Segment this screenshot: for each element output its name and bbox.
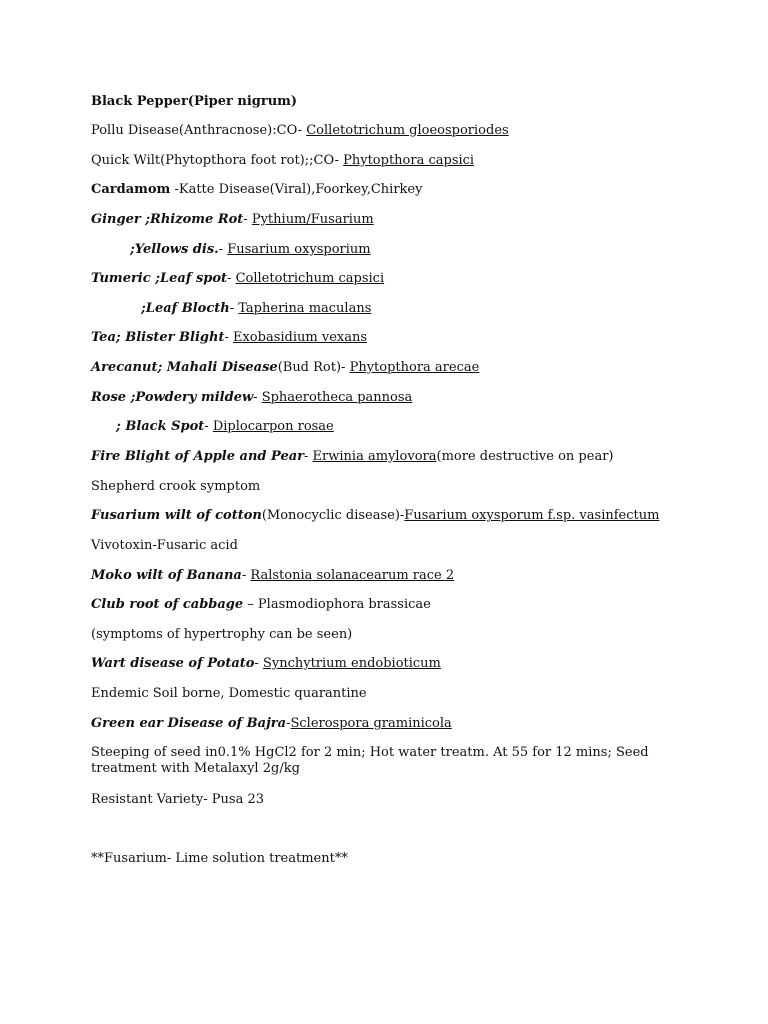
- disease-name: ;Leaf Blocth: [141, 301, 230, 316]
- disease-name: Ginger ;Rhizome Rot: [91, 212, 244, 227]
- line-hypertrophy: [91, 627, 352, 643]
- disease-name: Green ear Disease of Bajra: [91, 716, 287, 731]
- line-tea-blister-blight: [91, 330, 367, 346]
- pathogen-name: Tapherina maculans: [238, 301, 372, 316]
- heading-black-pepper: [91, 94, 297, 110]
- line-pollu-disease: [91, 123, 509, 139]
- separator: -: [304, 449, 313, 464]
- separator: -: [241, 568, 251, 583]
- separator: -: [204, 419, 213, 434]
- separator: -: [286, 716, 291, 731]
- line-text: Black Pepper(Piper nigrum): [91, 94, 298, 109]
- separator: -: [229, 301, 239, 316]
- line-ginger-yellows: [130, 242, 371, 258]
- line-rose-powdery-mildew: [91, 390, 412, 406]
- pathogen-name: Exobasidium vexans: [232, 330, 368, 345]
- line-fire-blight: [91, 449, 613, 465]
- disease-name: Tea; Blister Blight: [91, 330, 225, 345]
- pathogen-name: Phytopthora arecae: [349, 360, 480, 375]
- line-shepherd-crook: [91, 479, 260, 495]
- separator: -: [254, 656, 263, 671]
- line-arecanut-mahali: [91, 360, 479, 376]
- line-tumeric-leaf-blotch: [141, 301, 371, 317]
- line-endemic-soil: [91, 686, 367, 702]
- line-quick-wilt: [91, 153, 474, 169]
- line-text: **Fusarium- Lime solution treatment**: [91, 851, 348, 866]
- line-text: Shepherd crook symptom: [91, 479, 261, 494]
- pathogen-name: Sphaerotheca pannosa: [261, 390, 413, 405]
- disease-name: Moko wilt of Banana: [91, 568, 242, 583]
- line-fusarium-wilt-cotton: [91, 508, 659, 524]
- disease-name: Fire Blight of Apple and Pear: [91, 449, 305, 464]
- disease-name: Quick Wilt(Phytopthora foot rot);;CO-: [91, 153, 344, 168]
- pathogen-name: Colletotrichum gloeosporiodes: [306, 123, 509, 138]
- pathogen-name: – Plasmodiophora brassicae: [243, 597, 431, 612]
- pathogen-name: Sclerospora graminicola: [290, 716, 452, 731]
- separator: -: [243, 212, 252, 227]
- disease-note: (more destructive on pear): [436, 449, 614, 464]
- pathogen-name: Fusarium oxysporium: [227, 242, 371, 257]
- pathogen-name: Synchytrium endobioticum: [262, 656, 441, 671]
- disease-name: ; Black Spot: [116, 419, 205, 434]
- disease-name: Wart disease of Potato: [91, 656, 255, 671]
- separator: -: [227, 271, 236, 286]
- disease-detail: (Monocyclic disease)-: [261, 508, 405, 523]
- disease-name: Club root of cabbage: [91, 597, 244, 612]
- line-text: Vivotoxin-Fusaric acid: [91, 538, 238, 553]
- disease-name: ;Yellows dis.: [130, 242, 219, 257]
- line-wart-disease: [91, 656, 441, 672]
- pathogen-name: Ralstonia solanacearum race 2: [250, 568, 455, 583]
- line-tumeric-leaf-spot: [91, 271, 384, 287]
- separator: -: [253, 390, 262, 405]
- line-text: Steeping of seed in0.1% HgCl2 for 2 min; Hot water treatm. At 55 for 12 mins; Seed treatment with Metalaxyl 2g/kg: [91, 745, 649, 776]
- line-resistant-variety: [91, 792, 264, 808]
- pathogen-name: Phytopthora capsici: [343, 153, 475, 168]
- disease-name: Rose ;Powdery mildew: [91, 390, 254, 405]
- crop-name: Cardamom: [91, 182, 171, 197]
- separator: -: [224, 330, 233, 345]
- pathogen-name: Colletotrichum capsici: [235, 271, 385, 286]
- disease-name: Tumeric ;Leaf spot: [91, 271, 228, 286]
- disease-name: Fusarium wilt of cotton: [91, 508, 262, 523]
- disease-name: -Katte Disease(Viral),Foorkey,Chirkey: [170, 182, 423, 197]
- line-text: Resistant Variety- Pusa 23: [91, 792, 265, 807]
- disease-name: Pollu Disease(Anthracnose):CO-: [91, 123, 307, 138]
- pathogen-name: Diplocarpon rosae: [212, 419, 334, 434]
- line-cardamom: [91, 182, 422, 198]
- line-moko-wilt: [91, 568, 454, 584]
- line-text: Endemic Soil borne, Domestic quarantine: [91, 686, 367, 701]
- line-club-root: [91, 597, 431, 613]
- line-ginger-rhizome-rot: [91, 212, 374, 228]
- line-vivotoxin: [91, 538, 238, 554]
- line-lime-treatment: [91, 851, 348, 867]
- pathogen-name: Pythium/Fusarium: [251, 212, 374, 227]
- line-rose-black-spot: [116, 419, 334, 435]
- disease-name: Arecanut; Mahali Disease: [91, 360, 278, 375]
- pathogen-name: Erwinia amylovora: [312, 449, 437, 464]
- separator: -: [218, 242, 228, 257]
- line-text: (symptoms of hypertrophy can be seen): [91, 627, 353, 642]
- disease-detail: (Bud Rot)-: [277, 360, 350, 375]
- pathogen-name: Fusarium oxysporum f.sp. vasinfectum: [404, 508, 660, 523]
- line-seed-treatment: [91, 745, 691, 777]
- line-green-ear: [91, 716, 452, 732]
